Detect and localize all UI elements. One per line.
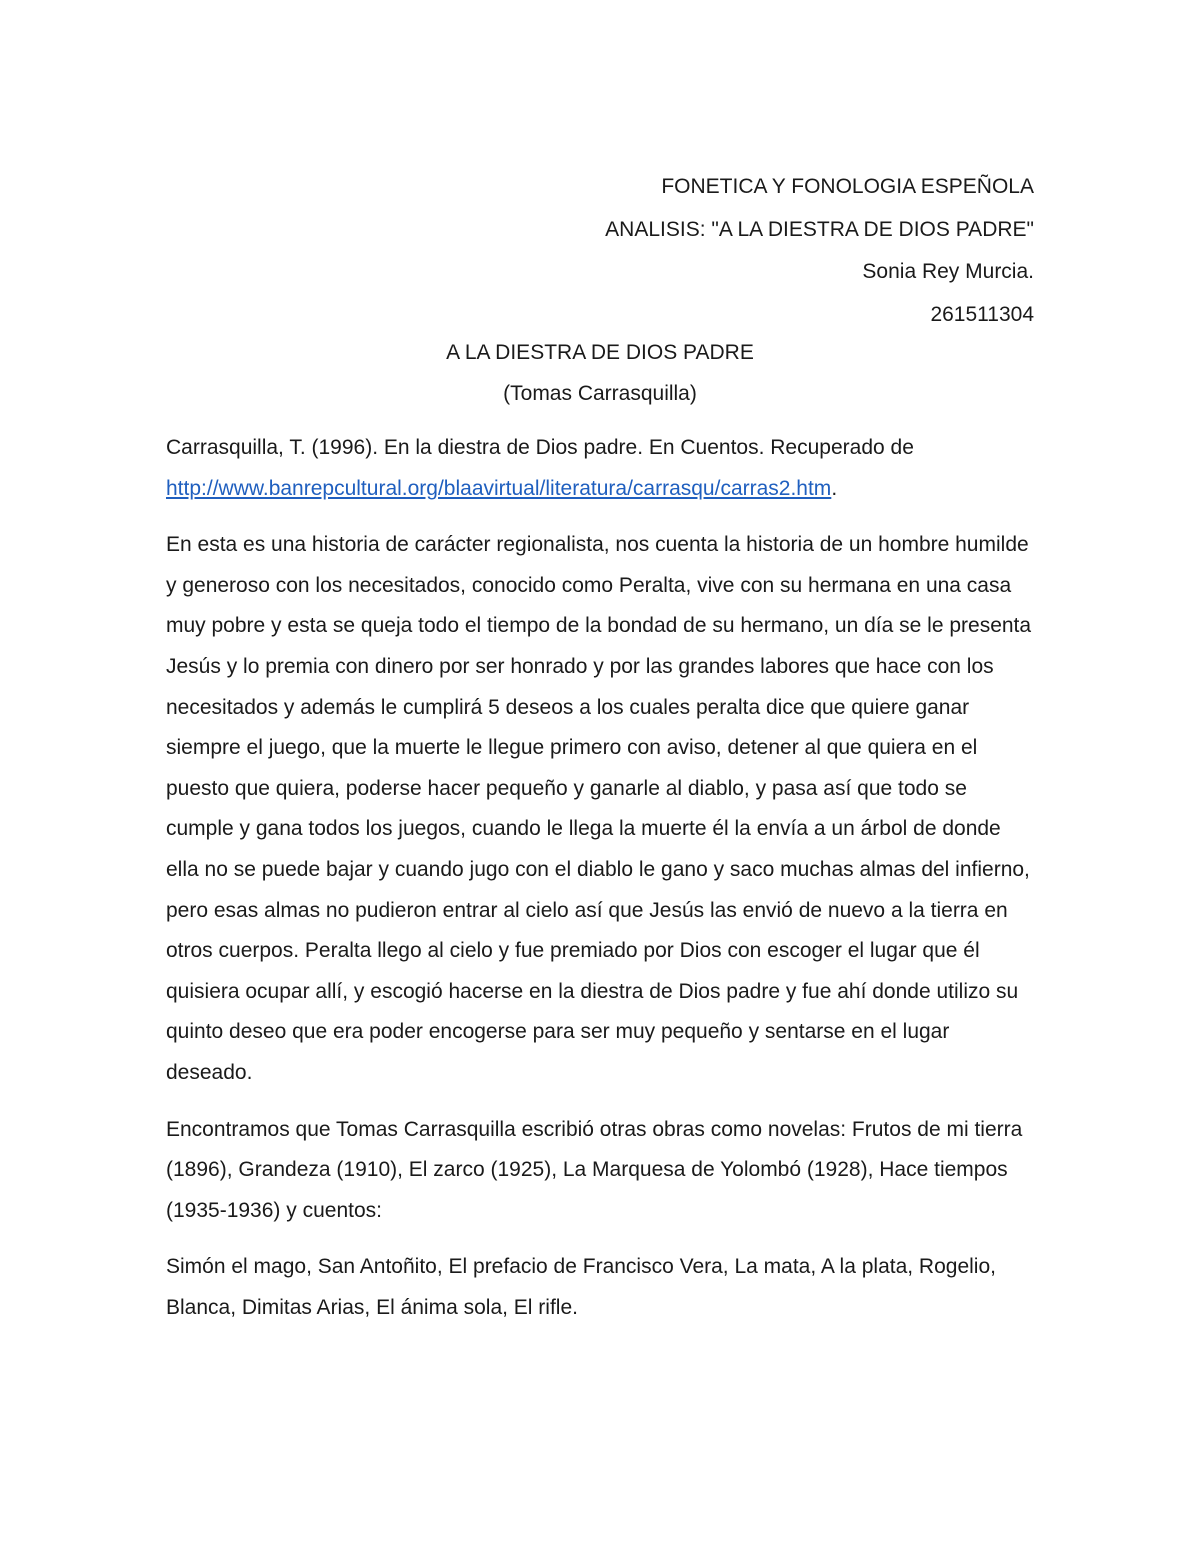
citation-paragraph: [166, 428, 1034, 509]
stories-paragraph: Simón el mago, San Antoñito, El prefacio de Francisco Vera, La mata, A la plata, Rogelio, Blanca, Dimitas Arias, El ánima sola, El rifle.: [166, 1255, 996, 1319]
student-name: Sonia Rey Murcia.: [862, 260, 1034, 283]
citation-text: Carrasquilla, T. (1996). En la diestra de Dios padre. En Cuentos. Recuperado de: [166, 436, 914, 459]
document-header: [166, 166, 1034, 336]
summary-paragraph: En esta es una historia de carácter regionalista, nos cuenta la historia de un hombre humilde y generoso con los necesitados, conocido como Peralta, vive con su hermana en una casa muy pobre y esta se queja todo el tiempo de la bondad de su hermano, un día se le presenta Jesús y lo premia con dinero por ser honrado y por las grandes labores que hace con los necesitados y además le cumplirá 5 deseos a los cuales peralta dice que quiere ganar siempre el juego, que la muerte le llegue primero con aviso, detener al que quiera en el puesto que quiera, poderse hacer pequeño y ganarle al diablo, y pasa así que todo se cumple y gana todos los juegos, cuando le llega la muerte él la envía a un árbol de donde ella no se puede bajar y cuando jugo con el diablo le gano y saco muchas almas del infierno, pero esas almas no pudieron entrar al cielo así que Jesús las envió de nuevo a la tierra en otros cuerpos. Peralta llego al cielo y fue premiado por Dios con escoger el lugar que él quisiera ocupar allí, y escogió hacerse en la diestra de Dios padre y fue ahí donde utilizo su quinto deseo que era poder encogerse para ser muy pequeño y sentarse en el lugar deseado.: [166, 533, 1032, 1084]
citation-trailing: .: [831, 476, 838, 500]
work-title: A LA DIESTRA DE DIOS PADRE: [446, 341, 754, 364]
citation-link[interactable]: http://www.banrepcultural.org/blaavirtual/literatura/carrasqu/carras2.htm: [166, 476, 832, 500]
document-body: [166, 428, 1034, 1344]
assignment-title: ANALISIS: "A LA DIESTRA DE DIOS PADRE": [605, 217, 1034, 241]
other-works-paragraph: Encontramos que Tomas Carrasquilla escribió otras obras como novelas: Frutos de mi tierra (1896), Grandeza (1910), El zarco (1925), La Marquesa de Yolombó (1928), Hace tiempos (1935-1936) y cuentos:: [166, 1117, 1023, 1222]
work-author: (Tomas Carrasquilla): [503, 382, 697, 405]
course-title: FONETICA Y FONOLOGIA ESPEÑOLA: [661, 175, 1034, 198]
student-id: 261511304: [930, 302, 1034, 326]
work-title-block: [166, 332, 1034, 414]
